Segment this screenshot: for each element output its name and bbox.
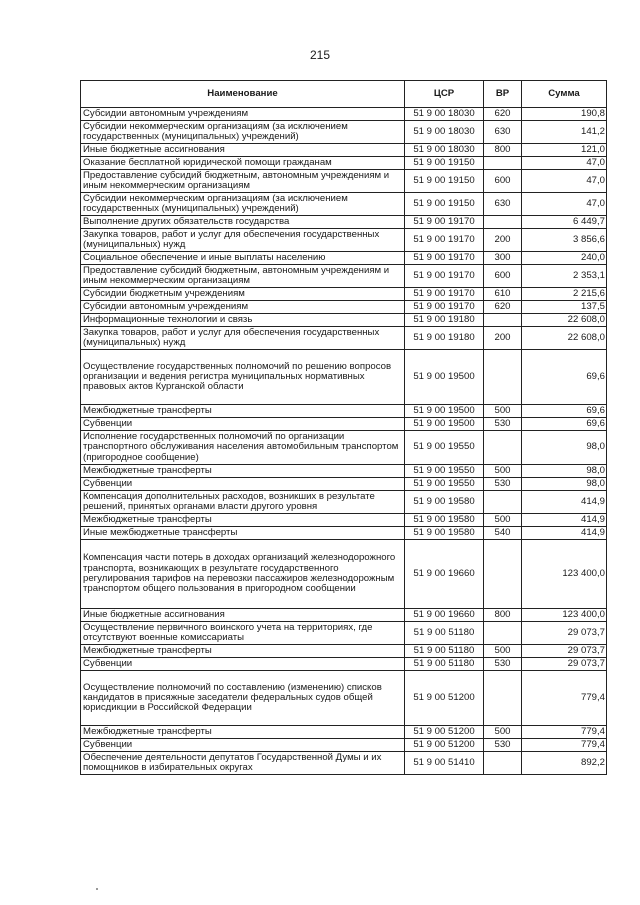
cell-vr: 620 [484, 108, 522, 121]
cell-sum: 47,0 [522, 170, 607, 193]
cell-sum: 98,0 [522, 478, 607, 491]
header-csr: ЦСР [405, 81, 484, 108]
cell-csr: 51 9 00 19170 [405, 301, 484, 314]
cell-sum: 892,2 [522, 752, 607, 775]
cell-sum: 47,0 [522, 157, 607, 170]
cell-vr [484, 540, 522, 609]
table-row [81, 350, 607, 405]
cell-vr: 620 [484, 301, 522, 314]
cell-name: Межбюджетные трансферты [81, 465, 405, 478]
table-header-row [81, 81, 607, 108]
table-row [81, 288, 607, 301]
table-row [81, 622, 607, 645]
table-row [81, 301, 607, 314]
cell-name: Осуществление полномочий по составлению (изменению) списков кандидатов в присяжные заседатели федеральных судов общей юрисдикции в Российской Федерации [81, 671, 405, 726]
cell-csr: 51 9 00 19150 [405, 193, 484, 216]
table-row [81, 193, 607, 216]
cell-sum: 414,9 [522, 527, 607, 540]
table-row [81, 739, 607, 752]
table-row [81, 229, 607, 252]
cell-vr [484, 431, 522, 465]
cell-csr: 51 9 00 19500 [405, 418, 484, 431]
cell-vr [484, 622, 522, 645]
cell-vr: 530 [484, 478, 522, 491]
cell-sum: 98,0 [522, 465, 607, 478]
cell-name: Субвенции [81, 478, 405, 491]
cell-sum: 98,0 [522, 431, 607, 465]
cell-sum: 69,6 [522, 405, 607, 418]
cell-vr: 600 [484, 265, 522, 288]
cell-csr: 51 9 00 51180 [405, 645, 484, 658]
cell-name: Закупка товаров, работ и услуг для обеспечения государственных (муниципальных) нужд [81, 229, 405, 252]
cell-name: Осуществление государственных полномочий по решению вопросов организации и ведения регистра муниципальных нормативных правовых актов Курганской области [81, 350, 405, 405]
table-row [81, 252, 607, 265]
cell-sum: 190,8 [522, 108, 607, 121]
table-row [81, 418, 607, 431]
cell-name: Субсидии бюджетным учреждениям [81, 288, 405, 301]
table-row [81, 726, 607, 739]
cell-sum: 29 073,7 [522, 622, 607, 645]
table-row [81, 540, 607, 609]
cell-vr: 610 [484, 288, 522, 301]
cell-vr: 630 [484, 193, 522, 216]
cell-vr [484, 491, 522, 514]
table-row [81, 265, 607, 288]
cell-csr: 51 9 00 19150 [405, 170, 484, 193]
cell-name: Межбюджетные трансферты [81, 514, 405, 527]
table-row [81, 108, 607, 121]
cell-csr: 51 9 00 51200 [405, 671, 484, 726]
table-row [81, 170, 607, 193]
cell-sum: 779,4 [522, 739, 607, 752]
cell-sum: 69,6 [522, 418, 607, 431]
table-row [81, 405, 607, 418]
cell-csr: 51 9 00 19580 [405, 514, 484, 527]
cell-vr: 500 [484, 645, 522, 658]
cell-sum: 240,0 [522, 252, 607, 265]
cell-csr: 51 9 00 19150 [405, 157, 484, 170]
cell-vr: 300 [484, 252, 522, 265]
cell-name: Выполнение других обязательств государства [81, 216, 405, 229]
cell-csr: 51 9 00 19660 [405, 609, 484, 622]
cell-csr: 51 9 00 19170 [405, 216, 484, 229]
cell-csr: 51 9 00 19580 [405, 527, 484, 540]
cell-vr [484, 671, 522, 726]
cell-name: Закупка товаров, работ и услуг для обеспечения государственных (муниципальных) нужд [81, 327, 405, 350]
cell-sum: 121,0 [522, 144, 607, 157]
cell-vr [484, 350, 522, 405]
cell-csr: 51 9 00 19170 [405, 288, 484, 301]
table-row [81, 478, 607, 491]
cell-csr: 51 9 00 51180 [405, 622, 484, 645]
cell-name: Предоставление субсидий бюджетным, автономным учреждениям и иным некоммерческим организациям [81, 170, 405, 193]
table-row [81, 752, 607, 775]
cell-csr: 51 9 00 19660 [405, 540, 484, 609]
cell-name: Субсидии некоммерческим организациям (за исключением государственных (муниципальных) учреждений) [81, 193, 405, 216]
cell-sum: 2 353,1 [522, 265, 607, 288]
cell-vr: 600 [484, 170, 522, 193]
cell-sum: 123 400,0 [522, 540, 607, 609]
table-row [81, 465, 607, 478]
cell-name: Иные межбюджетные трансферты [81, 527, 405, 540]
table-row [81, 327, 607, 350]
cell-name: Межбюджетные трансферты [81, 405, 405, 418]
cell-sum: 6 449,7 [522, 216, 607, 229]
cell-sum: 3 856,6 [522, 229, 607, 252]
cell-vr [484, 314, 522, 327]
table-row [81, 527, 607, 540]
cell-vr: 630 [484, 121, 522, 144]
header-name: Наименование [81, 81, 405, 108]
cell-csr: 51 9 00 19170 [405, 265, 484, 288]
cell-csr: 51 9 00 51410 [405, 752, 484, 775]
table-row [81, 491, 607, 514]
cell-csr: 51 9 00 18030 [405, 121, 484, 144]
cell-vr: 500 [484, 465, 522, 478]
cell-name: Оказание бесплатной юридической помощи гражданам [81, 157, 405, 170]
cell-csr: 51 9 00 19170 [405, 252, 484, 265]
cell-vr: 530 [484, 739, 522, 752]
cell-csr: 51 9 00 19550 [405, 431, 484, 465]
cell-sum: 123 400,0 [522, 609, 607, 622]
cell-sum: 414,9 [522, 514, 607, 527]
cell-csr: 51 9 00 51200 [405, 739, 484, 752]
cell-name: Исполнение государственных полномочий по организации транспортного обслуживания населения автомобильным транспортом (пригородное сообщение) [81, 431, 405, 465]
cell-vr: 200 [484, 229, 522, 252]
cell-name: Обеспечение деятельности депутатов Государственной Думы и их помощников в избирательных округах [81, 752, 405, 775]
table-row [81, 671, 607, 726]
cell-vr: 540 [484, 527, 522, 540]
cell-sum: 779,4 [522, 671, 607, 726]
cell-csr: 51 9 00 51180 [405, 658, 484, 671]
cell-vr: 500 [484, 726, 522, 739]
header-sum: Сумма [522, 81, 607, 108]
cell-name: Субвенции [81, 418, 405, 431]
table-row [81, 514, 607, 527]
cell-sum: 22 608,0 [522, 327, 607, 350]
cell-csr: 51 9 00 19500 [405, 350, 484, 405]
budget-table [80, 80, 607, 775]
table-row [81, 314, 607, 327]
cell-name: Субсидии автономным учреждениям [81, 108, 405, 121]
cell-name: Осуществление первичного воинского учета на территориях, где отсутствуют военные комиссариаты [81, 622, 405, 645]
table-row [81, 157, 607, 170]
cell-sum: 22 608,0 [522, 314, 607, 327]
cell-sum: 29 073,7 [522, 658, 607, 671]
cell-name: Субсидии автономным учреждениям [81, 301, 405, 314]
header-vr: ВР [484, 81, 522, 108]
cell-name: Субсидии некоммерческим организациям (за исключением государственных (муниципальных) учреждений) [81, 121, 405, 144]
cell-sum: 779,4 [522, 726, 607, 739]
cell-vr: 800 [484, 609, 522, 622]
table-body [81, 108, 607, 775]
cell-name: Предоставление субсидий бюджетным, автономным учреждениям и иным некоммерческим организациям [81, 265, 405, 288]
cell-vr: 500 [484, 405, 522, 418]
table-row [81, 609, 607, 622]
cell-name: Межбюджетные трансферты [81, 645, 405, 658]
cell-csr: 51 9 00 19550 [405, 478, 484, 491]
cell-name: Иные бюджетные ассигнования [81, 144, 405, 157]
cell-name: Субвенции [81, 658, 405, 671]
scan-speck [96, 888, 98, 890]
cell-csr: 51 9 00 19550 [405, 465, 484, 478]
cell-name: Социальное обеспечение и иные выплаты населению [81, 252, 405, 265]
table-row [81, 216, 607, 229]
cell-sum: 137,5 [522, 301, 607, 314]
cell-name: Межбюджетные трансферты [81, 726, 405, 739]
table-row [81, 658, 607, 671]
table-row [81, 431, 607, 465]
cell-sum: 29 073,7 [522, 645, 607, 658]
table-row [81, 121, 607, 144]
cell-vr [484, 752, 522, 775]
cell-vr [484, 216, 522, 229]
cell-sum: 2 215,6 [522, 288, 607, 301]
cell-csr: 51 9 00 19580 [405, 491, 484, 514]
cell-sum: 47,0 [522, 193, 607, 216]
cell-sum: 141,2 [522, 121, 607, 144]
cell-sum: 69,6 [522, 350, 607, 405]
cell-vr [484, 157, 522, 170]
cell-vr: 200 [484, 327, 522, 350]
cell-name: Информационные технологии и связь [81, 314, 405, 327]
cell-name: Субвенции [81, 739, 405, 752]
cell-vr: 500 [484, 514, 522, 527]
cell-csr: 51 9 00 19170 [405, 229, 484, 252]
cell-name: Компенсация части потерь в доходах организаций железнодорожного транспорта, возникающих в результате государственного регулирования тарифов на перевозки пассажиров железнодорожным транспортом общего пользования в пригородном сообщении [81, 540, 405, 609]
cell-vr: 530 [484, 418, 522, 431]
cell-vr: 530 [484, 658, 522, 671]
cell-sum: 414,9 [522, 491, 607, 514]
table-row [81, 645, 607, 658]
cell-csr: 51 9 00 18030 [405, 144, 484, 157]
table-row [81, 144, 607, 157]
cell-csr: 51 9 00 18030 [405, 108, 484, 121]
cell-name: Иные бюджетные ассигнования [81, 609, 405, 622]
cell-csr: 51 9 00 51200 [405, 726, 484, 739]
cell-csr: 51 9 00 19180 [405, 327, 484, 350]
cell-vr: 800 [484, 144, 522, 157]
page-number: 215 [309, 48, 331, 62]
cell-name: Компенсация дополнительных расходов, возникших в результате решений, принятых органами власти другого уровня [81, 491, 405, 514]
cell-csr: 51 9 00 19500 [405, 405, 484, 418]
cell-csr: 51 9 00 19180 [405, 314, 484, 327]
